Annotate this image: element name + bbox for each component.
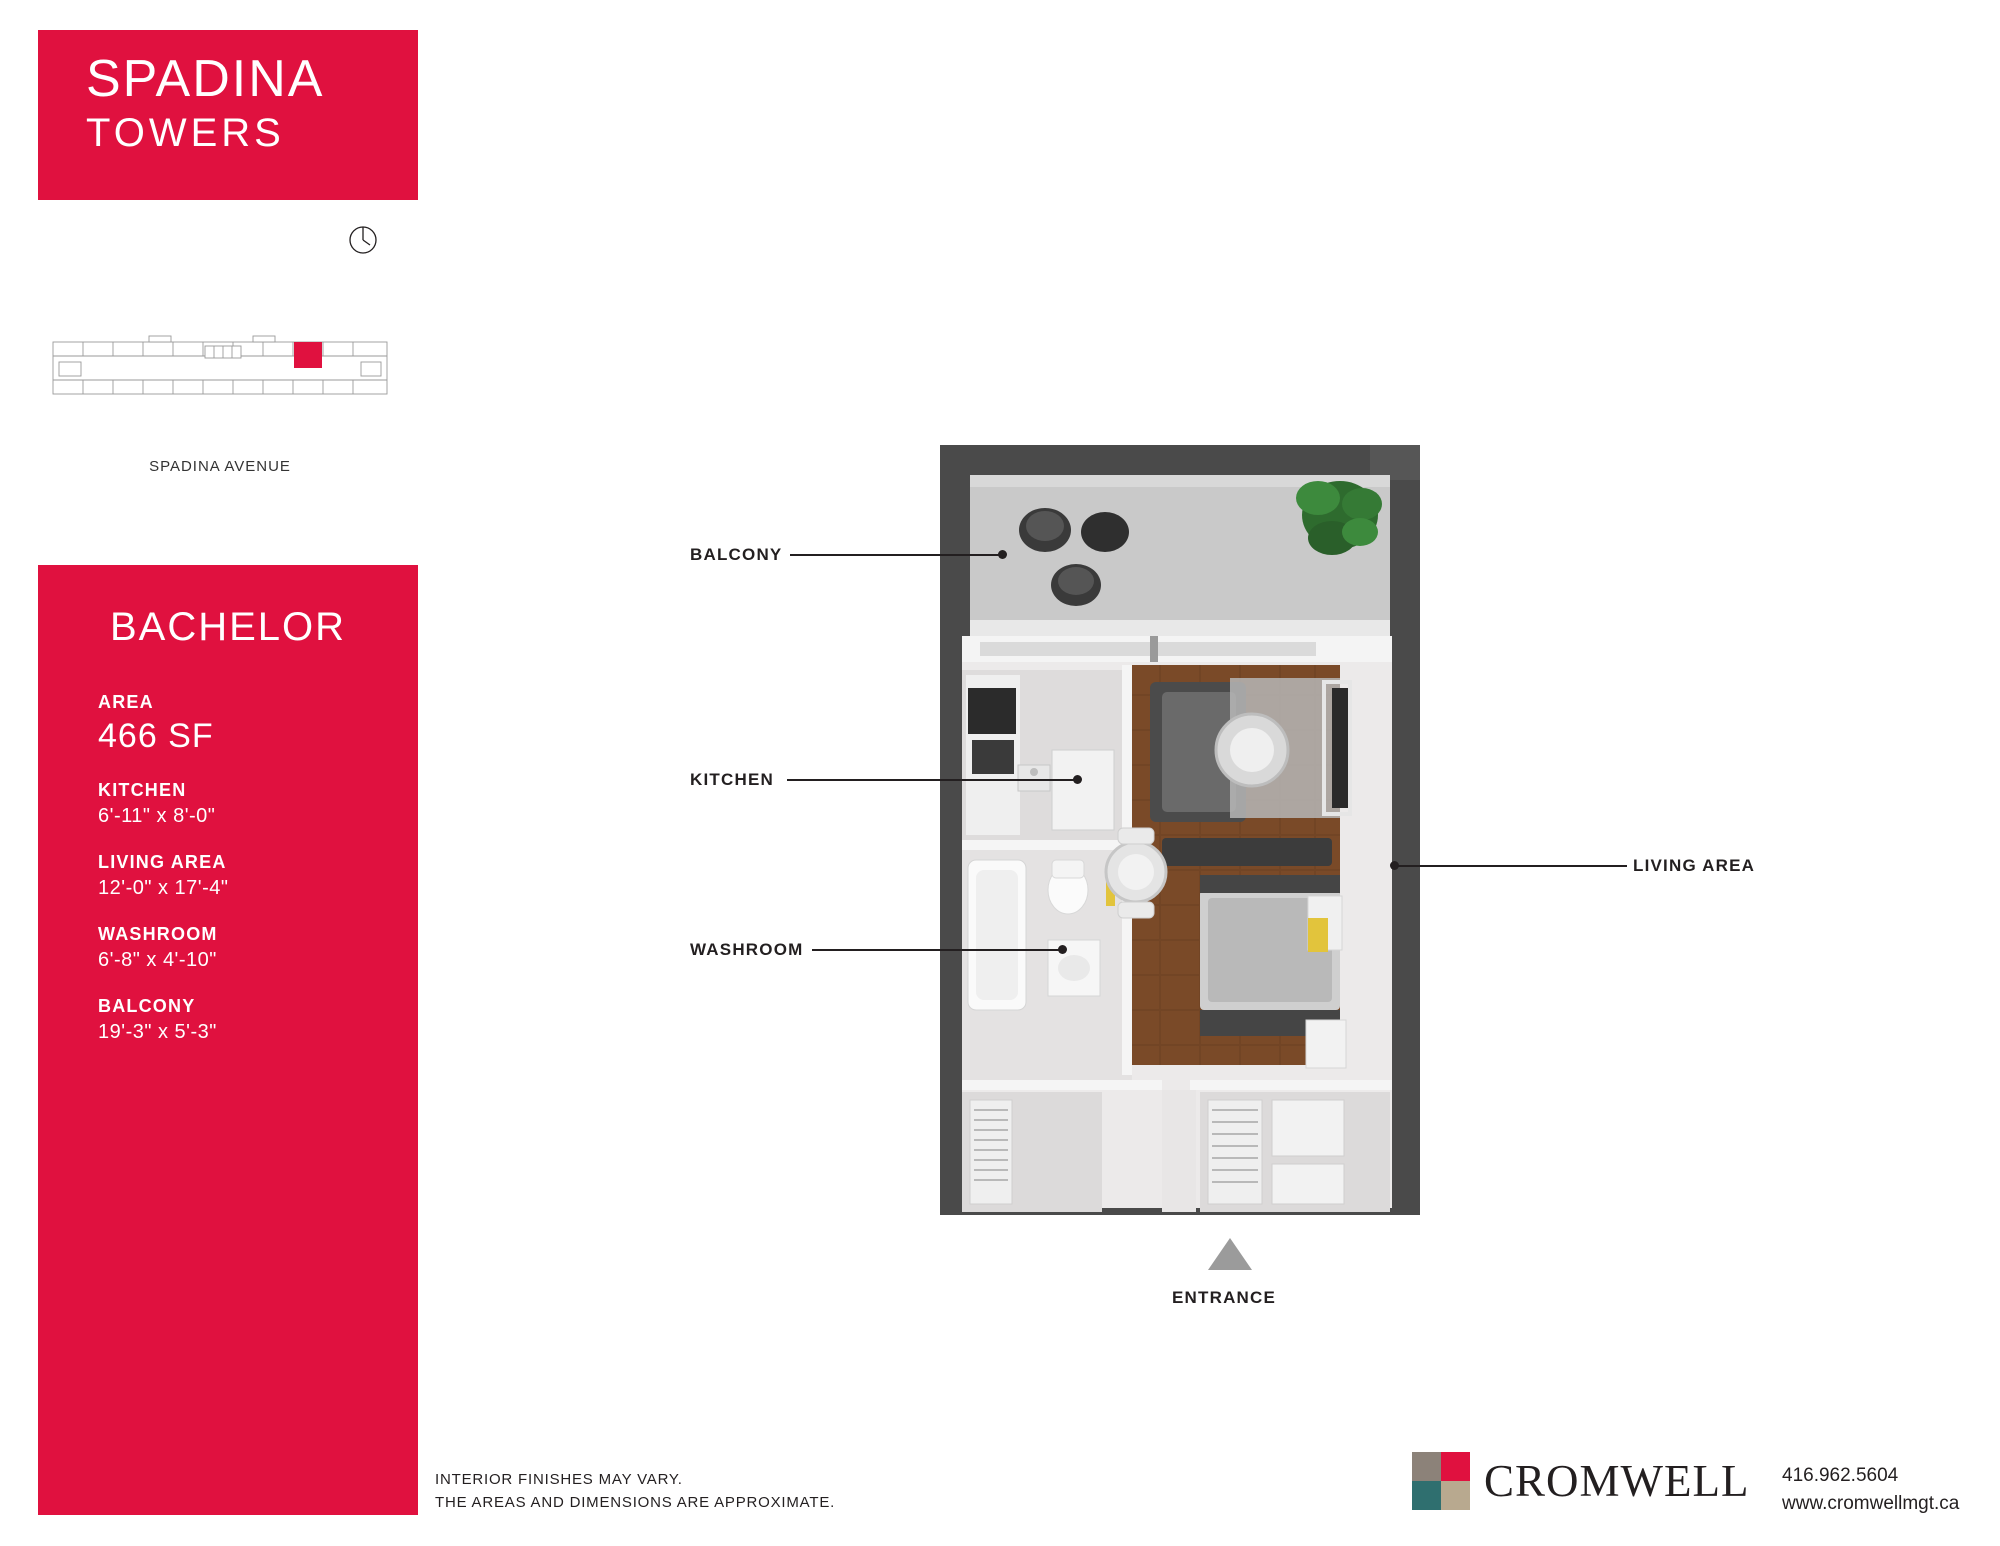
north-arrow-icon [345, 222, 381, 258]
callout-dot-living-area [1390, 861, 1399, 870]
callout-label-living-area: LIVING AREA [1633, 856, 1756, 875]
area-value: 466 SF [98, 717, 214, 755]
callout-leader-balcony [790, 554, 1000, 556]
room-dimensions-balcony: 19'-3" x 5'-3" [98, 1021, 217, 1043]
brand-block [38, 30, 418, 200]
callout-dot-washroom [1058, 945, 1067, 954]
callout-dot-kitchen [1073, 775, 1082, 784]
callout-leader-living-area [1395, 865, 1627, 867]
callout-label-washroom: WASHROOM [690, 940, 804, 959]
disclaimer [435, 1468, 835, 1515]
unit-info-panel [38, 565, 418, 1515]
brand-title: SPADINA [86, 50, 325, 108]
entrance-marker-icon [1208, 1238, 1252, 1270]
room-dimensions-kitchen: 6'-11" x 8'-0" [98, 805, 216, 827]
callout-leader-washroom [812, 949, 1062, 951]
footer-logo [1412, 1452, 1749, 1510]
room-dimensions-living-area: 12'-0" x 17'-4" [98, 877, 229, 899]
footer-contact [1782, 1462, 1959, 1517]
callout-leader-kitchen [787, 779, 1077, 781]
room-label-balcony: BALCONY [98, 996, 196, 1016]
disclaimer-line-1: INTERIOR FINISHES MAY VARY. [435, 1471, 683, 1488]
floorplan-render [900, 420, 1560, 1250]
contact-website[interactable]: www.cromwellmgt.ca [1782, 1492, 1960, 1514]
callout-dot-balcony [998, 550, 1007, 559]
keyplan-caption: SPADINA AVENUE [149, 458, 291, 475]
cromwell-logo-icon [1412, 1452, 1470, 1510]
keyplan-unit-highlight [294, 342, 322, 368]
callout-label-balcony: BALCONY [690, 545, 783, 564]
area-label: AREA [98, 692, 154, 712]
brand-subtitle: TOWERS [86, 110, 285, 155]
room-label-living-area: LIVING AREA [98, 852, 227, 872]
keyplan [45, 318, 395, 418]
room-dimensions-washroom: 6'-8" x 4'-10" [98, 949, 217, 971]
contact-phone: 416.962.5604 [1782, 1465, 1899, 1486]
unit-type-title: BACHELOR [109, 605, 347, 649]
company-name: CROMWELL [1484, 1456, 1750, 1506]
callout-label-kitchen: KITCHEN [690, 770, 774, 789]
disclaimer-line-2: THE AREAS AND DIMENSIONS ARE APPROXIMATE. [435, 1494, 836, 1512]
room-label-washroom: WASHROOM [98, 924, 218, 944]
callout-label-entrance: ENTRANCE [1172, 1288, 1277, 1307]
room-label-kitchen: KITCHEN [98, 780, 187, 800]
